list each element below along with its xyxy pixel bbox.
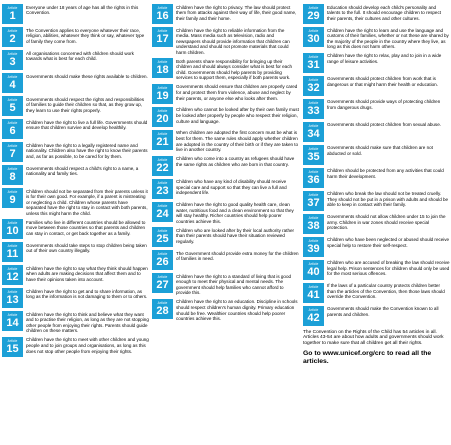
article-text: Education should develop each child's personality and talents to the full. It should encourage children to respect their parents, their cultures and other cultures. (327, 4, 441, 21)
article-badge (303, 283, 324, 303)
article-number: 20 (156, 112, 169, 125)
article-badge-label: Article (7, 190, 18, 194)
article-badge (303, 53, 324, 73)
article-number: 25 (156, 233, 169, 246)
article-number: 6 (9, 125, 16, 137)
article-badge (2, 165, 23, 185)
article-item (152, 58, 299, 81)
article-number: 28 (156, 304, 169, 317)
article-number: 18 (156, 64, 169, 77)
article-badge-label: Article (157, 157, 168, 162)
article-badge (2, 288, 23, 308)
article-text: Children who are looked after by their local authority rather than their parents should have their situation reviewed regularly. (176, 227, 295, 244)
article-item (303, 99, 450, 119)
article-item (152, 227, 299, 247)
article-item (2, 142, 149, 162)
article-text: Children have the right to an education. Discipline in schools should respect children's human dignity. Primary education should be free. Wealthier countries should help poorer countries achieve this. (176, 299, 298, 322)
article-text: Children have the right to good quality health care, clean water, nutritious food and a clean environment so that they will stay healthy. Richer countries should help poorer countries achieve this. (176, 202, 294, 224)
article-item (2, 4, 149, 24)
article-item (2, 27, 149, 47)
article-item (303, 27, 450, 50)
article-number: 30 (307, 33, 320, 45)
article-number: 24 (156, 207, 169, 220)
article-number: 1 (9, 10, 16, 22)
article-badge (2, 188, 23, 208)
article-item (303, 237, 450, 257)
article-item (2, 73, 149, 93)
article-badge-label: Article (308, 284, 319, 289)
article-badge (152, 58, 173, 78)
article-number: 2 (9, 33, 16, 45)
article-badge (2, 73, 23, 93)
article-badge (2, 219, 23, 239)
article-text: Governments should respect the rights and responsibilities of families to guide their children so that, as they grow up, they learn to use their rights properly. (26, 96, 145, 113)
article-number: 5 (9, 102, 16, 114)
article-number: 17 (156, 33, 169, 45)
articles-column-3 (303, 4, 450, 367)
article-number: 13 (6, 294, 19, 307)
article-badge-label: Article (157, 275, 168, 280)
article-number: 3 (9, 56, 16, 68)
article-item (2, 288, 149, 308)
article-badge-label: Article (308, 54, 319, 59)
article-text: Children should not be separated from their parents unless it is for their own good. For example, if a parent is mistreating or neglecting a child. Children whose parents have separated have the right to stay in contact with both parents, unless this might harm the child. (26, 188, 148, 216)
article-item (303, 145, 450, 165)
article-number: 31 (307, 58, 320, 71)
article-badge (2, 242, 23, 262)
article-item (2, 219, 149, 239)
article-item (303, 191, 450, 211)
article-item (303, 4, 450, 24)
article-text: Governments should take steps to stop children being taken out of their own country illegally. (26, 242, 147, 254)
article-badge (152, 84, 173, 104)
article-badge (2, 27, 23, 47)
article-badge-label: Article (7, 338, 18, 343)
article-text: Children have the right to privacy. The law should protect them from attacks against their way of life, their good name, their family and their home. (176, 4, 297, 21)
article-badge (303, 76, 324, 96)
article-badge-label: Article (157, 6, 168, 10)
article-badge-label: Article (157, 180, 168, 185)
article-number: 14 (6, 317, 19, 330)
article-badge-label: Article (157, 229, 168, 234)
article-badge-label: Article (157, 300, 168, 305)
article-text: Governments should ensure that children are properly cared for and protect them from violence, abuse and neglect by their parents, or anyone else who looks after them. (176, 84, 298, 101)
article-badge (152, 227, 173, 247)
article-item (152, 273, 299, 296)
article-text: Children have the right to a legally registered name and nationality. Children also have the right to know their parents and, as far as possible, to be cared for by them. (26, 142, 148, 159)
article-number: 4 (9, 79, 16, 91)
article-badge-label: Article (7, 267, 18, 272)
article-badge-label: Article (308, 146, 319, 151)
article-item (303, 283, 450, 303)
article-text: If the laws of a particular country protects children better than the articles of the Convention, then those laws should override the Convention. (327, 283, 445, 300)
article-text: Children have the right to a standard of living that is good enough to meet their physical and mental needs. The government should help families who cannot afford to provide this. (176, 273, 292, 296)
article-badge-label: Article (157, 131, 168, 136)
article-badge (303, 99, 324, 119)
article-number: 7 (9, 148, 16, 160)
article-badge-label: Article (7, 52, 18, 56)
article-number: 32 (307, 81, 320, 94)
article-badge (152, 4, 173, 24)
article-text: Governments should make these rights available to children. (26, 73, 148, 79)
articles-column-2 (152, 4, 299, 325)
article-badge-label: Article (157, 60, 168, 65)
article-text: Governments should respect a child's right to a name, a nationality and family ties. (26, 165, 139, 177)
article-item (152, 250, 299, 270)
article-badge-label: Article (157, 29, 168, 33)
article-item (303, 260, 450, 280)
article-text: All organisations concerned with children should work towards what is best for each child. (26, 50, 134, 62)
article-badge (2, 311, 23, 331)
article-text: Children who cannot be looked after by their own family must be looked after properly by people who respect their religion, culture and language. (176, 107, 299, 124)
article-item (2, 311, 149, 334)
article-badge-label: Article (157, 252, 168, 257)
article-item (2, 265, 149, 285)
article-number: 41 (307, 288, 320, 301)
article-badge-label: Article (7, 121, 18, 125)
article-item (152, 27, 299, 55)
article-item (303, 214, 450, 234)
article-item (2, 50, 149, 70)
article-item (152, 130, 299, 153)
article-text: Children have the right to live a full life. Governments should ensure that children survive and develop healthily. (26, 119, 148, 131)
article-text: Children have the right to relax, play and to join in a wide range of leisure activities. (327, 53, 442, 64)
article-number: 15 (6, 342, 19, 355)
article-number: 39 (307, 242, 320, 255)
article-item (2, 165, 149, 185)
article-badge-label: Article (308, 215, 319, 220)
article-number: 19 (156, 89, 169, 102)
article-badge (152, 299, 173, 319)
article-text: Children should be protected from any activities that could harm their development. (327, 168, 444, 179)
article-item (152, 84, 299, 104)
article-badge (2, 119, 23, 139)
article-item (303, 168, 450, 188)
article-badge (303, 306, 324, 326)
article-badge-label: Article (308, 261, 319, 266)
article-badge (2, 50, 23, 70)
article-text: Children have the right to say what they think should happen when adults are making decisions that affect them and to have their opinions taken into account. (26, 265, 148, 282)
article-badge-label: Article (7, 290, 18, 295)
article-text: Children who have any kind of disability should receive special care and support so that they can live a full and independent life. (176, 179, 287, 196)
article-badge-label: Article (7, 6, 18, 10)
article-number: 16 (156, 10, 169, 22)
article-badge (152, 130, 173, 150)
article-text: Families who live in different countries should be allowed to move between those countries so that parents and children can stay in contact, or get back together as a family. (26, 219, 146, 236)
article-number: 23 (156, 184, 169, 197)
article-badge-label: Article (7, 144, 18, 148)
article-badge-label: Article (308, 238, 319, 243)
article-badge (152, 250, 173, 270)
article-item (152, 156, 299, 176)
article-badge (152, 179, 173, 199)
article-item (152, 299, 299, 322)
article-text: Both parents share responsibility for bringing up their children and should always consider what is best for each child. Governments should help parents by providing services to support them, especially if both parents work. (176, 58, 293, 81)
article-number: 29 (307, 10, 320, 22)
article-number: 12 (6, 271, 19, 284)
article-number: 11 (6, 248, 19, 261)
article-badge (303, 260, 324, 280)
closing-text: The Convention on the Rights of the Child has 54 articles in all. Articles 43-54 are about how adults and governments should work together to make sure that all children get all their rights. (303, 329, 444, 347)
article-badge (303, 191, 324, 211)
article-item (2, 119, 149, 139)
article-badge (152, 27, 173, 47)
article-item (152, 202, 299, 225)
article-text: Governments should not allow children under 15 to join the army. Children in war zones should receive special protection. (327, 214, 446, 231)
article-badge (303, 214, 324, 234)
article-badge (2, 265, 23, 285)
article-number: 26 (156, 256, 169, 269)
article-badge (152, 107, 173, 127)
article-text: Governments should make the Convention known to all parents and children. (327, 306, 439, 317)
article-text: Children have the right to meet with other children and young people and to join groups and organisations, as long as this does not stop other people from enjoying their rights. (26, 337, 149, 354)
article-item (2, 188, 149, 216)
article-badge (303, 122, 324, 142)
article-badge (303, 168, 324, 188)
article-badge-label: Article (308, 29, 319, 33)
article-badge-label: Article (7, 75, 18, 79)
article-badge (152, 202, 173, 222)
article-number: 27 (156, 279, 169, 292)
article-text: Children have the right to think and believe what they want and to practise their religion, as long as they are not stopping other people from enjoying their rights. Parents should guide children on these matters. (26, 311, 149, 334)
article-item (2, 337, 149, 357)
article-badge (303, 145, 324, 165)
closing-section (303, 330, 450, 367)
article-number: 33 (307, 104, 320, 117)
article-text: Governments should provide ways of protecting children from dangerous drugs. (327, 99, 441, 110)
article-text: Everyone under 18 years of age has all the rights in this Convention. (26, 4, 139, 16)
article-text: Children who come into a country as refugees should have the same rights as children who are born in that country. (176, 156, 295, 167)
article-text: Children have the right to get and to share information, as long as the information is not damaging to them or to others. (26, 288, 148, 300)
article-number: 36 (307, 173, 320, 186)
articles-column-3-items (303, 4, 450, 326)
article-badge-label: Article (157, 203, 168, 208)
article-item (303, 306, 450, 326)
article-item (152, 179, 299, 199)
article-number: 8 (9, 171, 16, 183)
article-badge-label: Article (7, 29, 18, 33)
article-number: 35 (307, 150, 320, 163)
article-badge-label: Article (308, 77, 319, 82)
article-text: Governments should protect children from work that is dangerous or that might harm their health or education. (327, 76, 438, 87)
article-text: The Convention applies to everyone whatever their race, religion, abilities, whatever they think or say, whatever type of family they come from. (26, 27, 145, 44)
article-badge-label: Article (308, 123, 319, 128)
article-item (152, 4, 299, 24)
article-text: The Government should provide extra money for the children of families in need. (176, 250, 299, 262)
article-item (303, 122, 450, 142)
article-item (152, 107, 299, 127)
article-item (303, 76, 450, 96)
article-number: 37 (307, 196, 320, 209)
article-badge-label: Article (308, 169, 319, 174)
article-number: 38 (307, 219, 320, 232)
article-badge-label: Article (157, 108, 168, 113)
article-badge-label: Article (7, 98, 18, 102)
article-number: 22 (156, 161, 169, 174)
article-badge (152, 156, 173, 176)
article-text: Children have the right to reliable information from the media. Mass media such as television, radio and newspapers should provide information that children can understand and should not promote materials that could harm children. (176, 27, 290, 55)
articles-column-1 (2, 4, 149, 360)
article-badge (303, 237, 324, 257)
article-badge-label: Article (308, 100, 319, 105)
article-text: Governments should protect children from sexual abuse. (327, 122, 441, 128)
article-badge (2, 4, 23, 24)
article-text: Children who have been neglected or abused should receive special help to restore their self-respect. (327, 237, 450, 248)
article-badge (2, 142, 23, 162)
article-badge-label: Article (7, 221, 18, 226)
article-badge-label: Article (7, 244, 18, 249)
article-number: 10 (6, 225, 19, 238)
article-text: When children are adopted the first concern must be what is best for them. The same rules should apply whether children are adopted in the country of their birth or if they are taken to live in another country. (176, 130, 299, 153)
article-number: 21 (156, 135, 169, 148)
article-badge-label: Article (308, 6, 319, 10)
article-number: 34 (307, 127, 320, 140)
article-badge (303, 4, 324, 24)
article-badge (2, 337, 23, 357)
article-text: Children have the right to learn and use the language and customs of their families, whether or not these are shared by the majority of the people in the country where they live, as long as this does not harm others. (327, 27, 449, 50)
article-text: Children who break the law should not be treated cruelly. They should not be put in a prison with adults and should be able to keep in contact with their family. (327, 191, 449, 208)
article-text: Children who are accused of breaking the law should receive legal help. Prison sentences for children should only be used for the most serious offences. (327, 260, 450, 277)
article-text: Governments should make sure that children are not abducted or sold. (327, 145, 433, 156)
article-number: 42 (307, 311, 320, 324)
article-number: 9 (9, 194, 16, 206)
article-badge-label: Article (7, 167, 18, 171)
closing-link[interactable]: Go to www.unicef.org/crc to read all the articles. (303, 350, 432, 366)
article-badge-label: Article (308, 192, 319, 197)
article-badge-label: Article (308, 307, 319, 312)
article-number: 40 (307, 265, 320, 278)
article-badge (2, 96, 23, 116)
article-item (2, 96, 149, 116)
article-badge-label: Article (157, 85, 168, 90)
article-badge-label: Article (7, 313, 18, 318)
article-badge (303, 27, 324, 47)
article-item (2, 242, 149, 262)
article-badge (152, 273, 173, 293)
article-item (303, 53, 450, 73)
